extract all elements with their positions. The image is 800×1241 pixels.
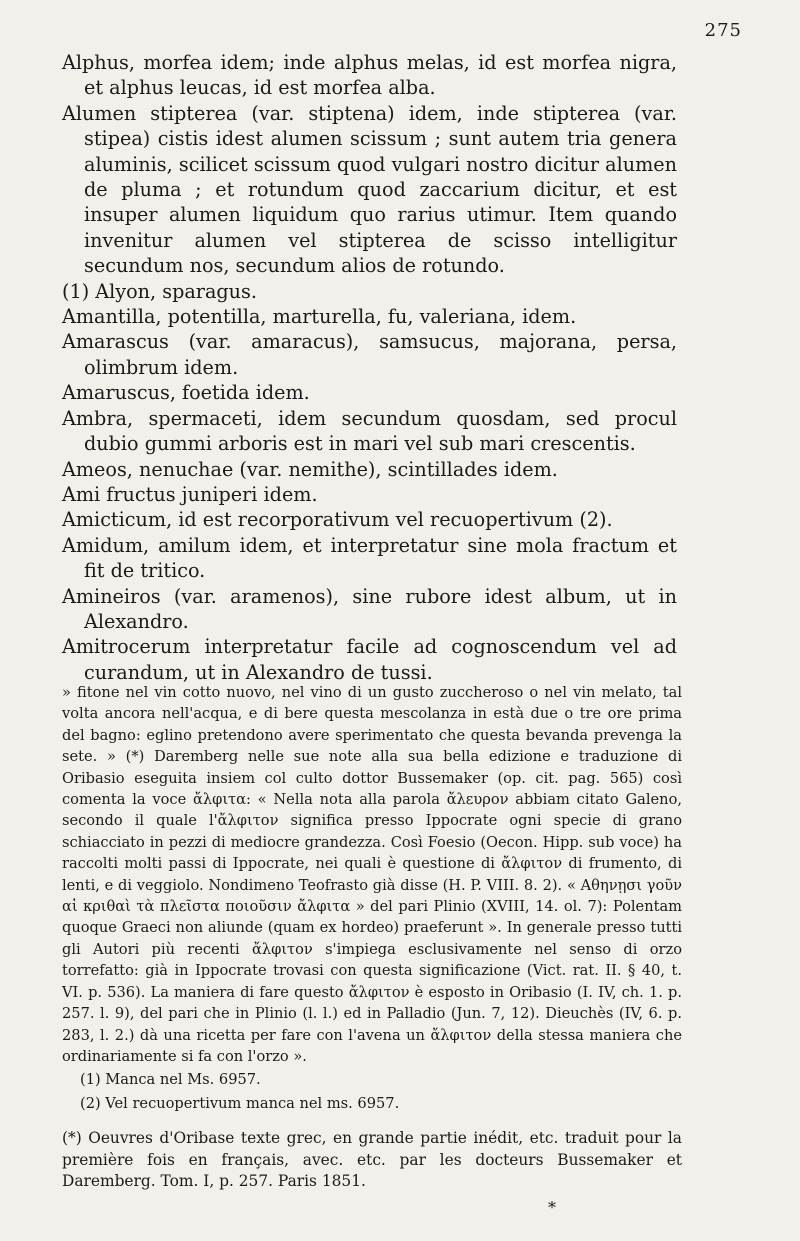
notes-section xyxy=(62,682,682,1193)
entry-amarascus: Amarascus (var. amaracus), samsucus, majorana, persa, olimbrum idem. xyxy=(62,330,677,379)
entry-amicticum: Amicticum, id est recorporativum vel recuopertivum (2). xyxy=(62,508,613,532)
entry-amineiros: Amineiros (var. aramenos), sine rubore idest album, ut in Alexandro. xyxy=(62,584,677,633)
star-footnote: (*) Oeuvres d'Oribase texte grec, en grande partie inédit, etc. traduit pour la première fois en français, avec. etc. par les docteurs Bussemaker et Daremberg. Tom. I, p. 257. Paris 1851. xyxy=(62,1129,682,1191)
signature-mark: * xyxy=(548,1198,556,1217)
entry-ambra: Ambra, spermaceti, idem secundum quosdam, sed procul dubio gummi arboris est in mari vel sub mari crescentis. xyxy=(62,406,677,456)
footnote-1: (1) Manca nel Ms. 6957. xyxy=(80,1071,261,1089)
entry-amantilla: Amantilla, potentilla, marturella, fu, valeriana, idem. xyxy=(62,305,577,329)
entry-ami: Ami fructus juniperi idem. xyxy=(62,482,318,506)
entry-alphus: Alphus, morfea idem; inde alphus melas, id est morfea nigra, et alphus leucas, id est morfea alba. xyxy=(62,51,677,100)
page-number: 275 xyxy=(704,20,742,41)
entry-ameos: Ameos, nenuchae (var. nemithe), scintillades idem. xyxy=(62,457,558,481)
glossary-entries xyxy=(62,50,677,685)
entry-amitrocerum: Amitrocerum interpretatur facile ad cognoscendum vel ad curandum, ut in Alexandro de tussi. xyxy=(62,635,677,684)
entry-alyon: (1) Alyon, sparagus. xyxy=(62,279,257,303)
continued-note: » fitone nel vin cotto nuovo, nel vino di un gusto zuccheroso o nel vin melato, tal volta ancora nell'acqua, e di bere questa mescolanza in està due o tre ore prima del bagno: eglino pretendono avere sperimentato che questa bevanda prevenga la sete. » (*) Daremberg nelle sue note alla sua bella edizione e traduzione di Oribasio eseguita insiem col culto dottor Bussemaker (op. cit. pag. 565) così comenta la voce ἄλφιτα: « Nella nota alla parola ἄλευρον abbiam citato Galeno, secondo il quale l'ἄλφιτον significa presso Ippocrate ogni specie di grano schiacciato in pezzi di mediocre grandezza. Così Foesio (Oecon. Hipp. sub voce) ha raccolti molti passi di Ippocrate, nei quali è questione di ἄλφιτον di frumento, di lenti, e di veggiolo. Nondimeno Teofrasto già disse (H. P. VIII. 8. 2). « Αθηνῃσι γοῦν αἱ κριθαὶ τὰ πλεῖστα ποιοῦσιν ἄλφιτα » del pari Plinio (XVIII, 14. ol. 7): Polentam quoque Graeci non aliunde (quam ex hordeo) praeferunt ». In generale presso tutti gli Autori più recenti ἄλφιτον s'impiega esclusivamente nel senso di orzo torrefatto: già in Ippocrate trovasi con questa significazione (Vict. rat. II. § 40, t. VI. p. 536). La maniera di fare questo ἄλφιτον è esposto in Oribasio (I. IV, ch. 1. p. 257. l. 9), del pari che in Plinio (l. l.) ed in Palladio (Jun. 7, 12). Dieuchès (IV, 6. p. 283, l. 2.) dà una ricetta per fare con l'avena un ἄλφιτον della stessa maniera che ordinariamente si fa con l'orzo ». xyxy=(62,684,682,1065)
entry-alumen: Alumen stipterea (var. stiptena) idem, inde stipterea (var. stipea) cistis idest alumen scissum ; sunt autem tria genera aluminis, scilicet scissum quod vulgari nostro dicitur alumen de pluma ; et rotundum quod zaccarium dicitur, et est insuper alumen liquidum quo rarius utimur. Item quando invenitur alumen vel stipterea de scisso intelligitur secundum nos, secundum alios de rotundo. xyxy=(62,101,677,278)
entry-amaruscus: Amaruscus, foetida idem. xyxy=(62,381,310,405)
entry-amidum: Amidum, amilum idem, et interpretatur sine mola fractum et fit de tritico. xyxy=(62,533,677,583)
footnote-2: (2) Vel recuopertivum manca nel ms. 6957. xyxy=(80,1094,400,1112)
